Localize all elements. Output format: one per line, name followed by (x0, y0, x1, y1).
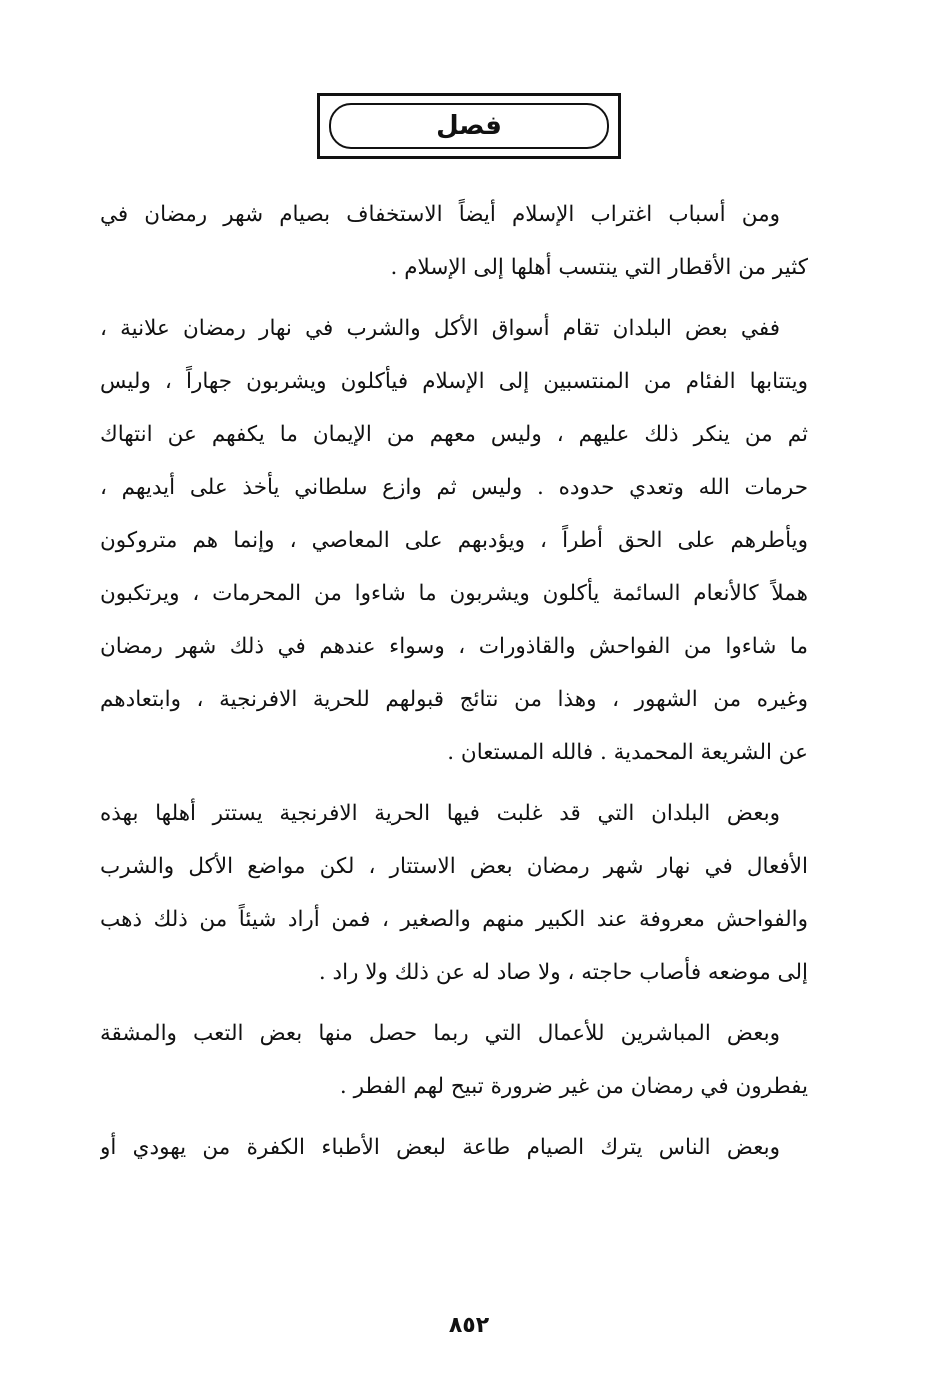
text-line: ويتتابها الفئام من المنتسبين إلى الإسلام فيأكلون ويشربون جهاراً ، وليس (100, 369, 808, 394)
text-line: ومن أسباب اغتراب الإسلام أيضاً الاستخفاف بصيام شهر رمضان في (100, 202, 780, 227)
body-text (100, 188, 808, 1174)
text-line: وغيره من الشهور ، وهذا من نتائج قبولهم للحرية الافرنجية ، وابتعادهم (100, 687, 808, 712)
text-line: عن الشريعة المحمدية . فالله المستعان . (447, 740, 808, 765)
paragraph-2 (100, 302, 808, 779)
text-line: إلى موضعه فأصاب حاجته ، ولا صاد له عن ذلك ولا راد . (318, 960, 808, 985)
text-line: وبعض الناس يترك الصيام طاعة لبعض الأطباء الكفرة من يهودي أو (100, 1135, 780, 1160)
chapter-title-frame (317, 93, 621, 159)
text-line: ويأطرهم على الحق أطراً ، ويؤدبهم على المعاصي ، وإنما هم متروكون (100, 528, 808, 553)
text-line: ففي بعض البلدان تقام أسواق الأكل والشرب في نهار رمضان علانية ، (100, 316, 780, 341)
paragraph-4 (100, 1007, 808, 1113)
text-line: والفواحش معروفة عند الكبير منهم والصغير ، فمن أراد شيئاً من ذلك ذهب (100, 907, 808, 932)
chapter-title-cartouche (329, 103, 609, 149)
text-line: كثير من الأقطار التي ينتسب أهلها إلى الإسلام . (390, 255, 808, 280)
page-number: ٨٥٢ (448, 1313, 490, 1338)
text-line: الأفعال في نهار شهر رمضان بعض الاستتار ، لكن مواضع الأكل والشرب (100, 854, 808, 879)
text-line: يفطرون في رمضان من غير ضرورة تبيح لهم الفطر . (339, 1074, 808, 1099)
text-line: حرمات الله وتعدي حدوده . وليس ثم وازع سلطاني يأخذ على أيديهم ، (100, 475, 808, 500)
chapter-title: فصل (436, 111, 502, 141)
paragraph-3 (100, 787, 808, 999)
text-line: وبعض المباشرين للأعمال التي ربما حصل منها بعض التعب والمشقة (100, 1021, 780, 1046)
text-line: ثم من ينكر ذلك عليهم ، وليس معهم من الإيمان ما يكفهم عن انتهاك (100, 422, 808, 447)
text-line: وبعض البلدان التي قد غلبت فيها الحرية الافرنجية يستتر أهلها بهذه (100, 801, 780, 826)
text-line: ما شاءوا من الفواحش والقاذورات ، وسواء عندهم في ذلك شهر رمضان (100, 634, 808, 659)
paragraph-1 (100, 188, 808, 294)
text-line: هملاً كالأنعام السائمة يأكلون ويشربون ما شاءوا من المحرمات ، ويرتكبون (100, 581, 808, 606)
paragraph-5 (100, 1121, 808, 1174)
